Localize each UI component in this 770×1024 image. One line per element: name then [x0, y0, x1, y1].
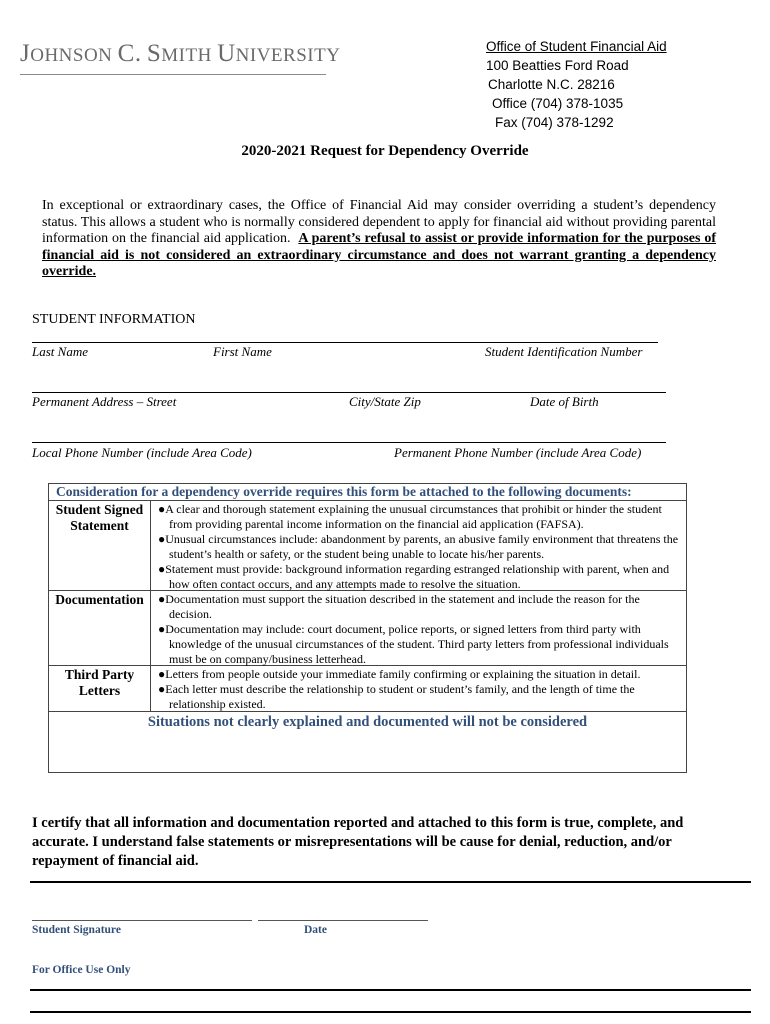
phone-line[interactable]: [32, 442, 666, 443]
office-name: Office of Student Financial Aid: [486, 39, 667, 54]
student-signature-line[interactable]: [32, 920, 252, 921]
office-use-divider-bottom: [30, 1011, 751, 1013]
date-line[interactable]: [258, 920, 428, 921]
doc-item: ●Unusual circumstances include: abandonment by parents, an abusive family environment that threatens the student’s health or safety, or the student being unable to locate his/her parents.: [158, 532, 679, 561]
date-label: Date: [304, 924, 327, 936]
intro-text: In exceptional or extraordinary cases, the Office of Financial Aid may consider overriding a student’s dependency status. This allows a student who is normally considered dependent to apply for financial aid without providing parental information on the financial aid application.: [42, 198, 716, 246]
doc-category: Third Party Letters: [49, 666, 151, 711]
address-street-label: Permanent Address – Street: [32, 394, 177, 409]
local-phone-label: Local Phone Number (include Area Code): [32, 445, 252, 460]
doc-category: Student Signed Statement: [49, 501, 151, 590]
doc-item: ●Each letter must describe the relationship to student or student’s family, and the length of time the relationship existed.: [158, 682, 635, 711]
doc-item: ●A clear and thorough statement explaining the unusual circumstances that prohibit or hinder the student from providing parental income information on the financial aid application (FAFSA).: [158, 502, 662, 531]
doc-item: ●Documentation must support the situation described in the statement and include the reason for the decision.: [158, 592, 640, 621]
intro-emphasis: A parent’s refusal to assist or provide information for the purposes of financial aid is not considered an extraordinary circumstance and does not warrant granting a dependency override.: [42, 231, 717, 279]
form-title: 2020-2021 Request for Dependency Override: [241, 143, 529, 159]
student-info-heading: STUDENT INFORMATION: [32, 312, 196, 327]
office-use-label: For Office Use Only: [32, 964, 131, 976]
logo-underline: [20, 74, 326, 75]
documents-heading-row: [49, 484, 686, 501]
office-city: Charlotte N.C. 28216: [488, 77, 615, 92]
situations-notice: Situations not clearly explained and documented will not be considered: [147, 714, 588, 730]
doc-item: ●Statement must provide: background information regarding estranged relationship with parent, when and how often contact occurs, and any attempts made to resolve the situation.: [158, 562, 670, 591]
permanent-phone-label: Permanent Phone Number (include Area Code): [394, 445, 642, 460]
doc-row-documentation: [49, 591, 686, 666]
documents-heading: Consideration for a dependency override requires this form be attached to the following documents:: [56, 484, 632, 499]
office-use-divider-top: [30, 989, 751, 991]
university-logo: JOHNSON C. SMITH UNIVERSITY: [20, 40, 330, 80]
certification-divider: [30, 881, 751, 883]
intro-paragraph: [42, 198, 716, 281]
address-line[interactable]: [32, 392, 666, 393]
doc-row-third-party: [49, 666, 686, 712]
required-documents-box: [48, 483, 687, 773]
student-signature-label: Student Signature: [32, 924, 121, 936]
doc-category: Documentation: [49, 591, 151, 665]
first-name-label: First Name: [213, 344, 272, 359]
city-state-zip-label: City/State Zip: [349, 394, 421, 409]
office-phone: Office (704) 378-1035: [492, 96, 624, 111]
last-name-label: Last Name: [32, 344, 88, 359]
doc-item: ●Letters from people outside your immediate family confirming or explaining the situation in detail.: [158, 667, 641, 681]
name-line[interactable]: [32, 342, 658, 343]
office-fax: Fax (704) 378-1292: [495, 115, 614, 130]
doc-row-statement: [49, 501, 686, 591]
doc-item: ●Documentation may include: court document, police reports, or signed letters from third party with knowledge of the unusual circumstances of the student. Third party letters from professional individuals must be on company/business letterhead.: [158, 622, 669, 666]
certification-statement: I certify that all information and documentation reported and attached to this form is true, complete, and accurate. I understand false statements or misrepresentations will be cause for denial, reduction, and/or repayment of financial aid.: [32, 815, 684, 869]
office-street: 100 Beatties Ford Road: [486, 58, 629, 73]
office-address: [486, 37, 667, 132]
student-id-label: Student Identification Number: [485, 344, 643, 359]
dob-label: Date of Birth: [530, 394, 599, 409]
